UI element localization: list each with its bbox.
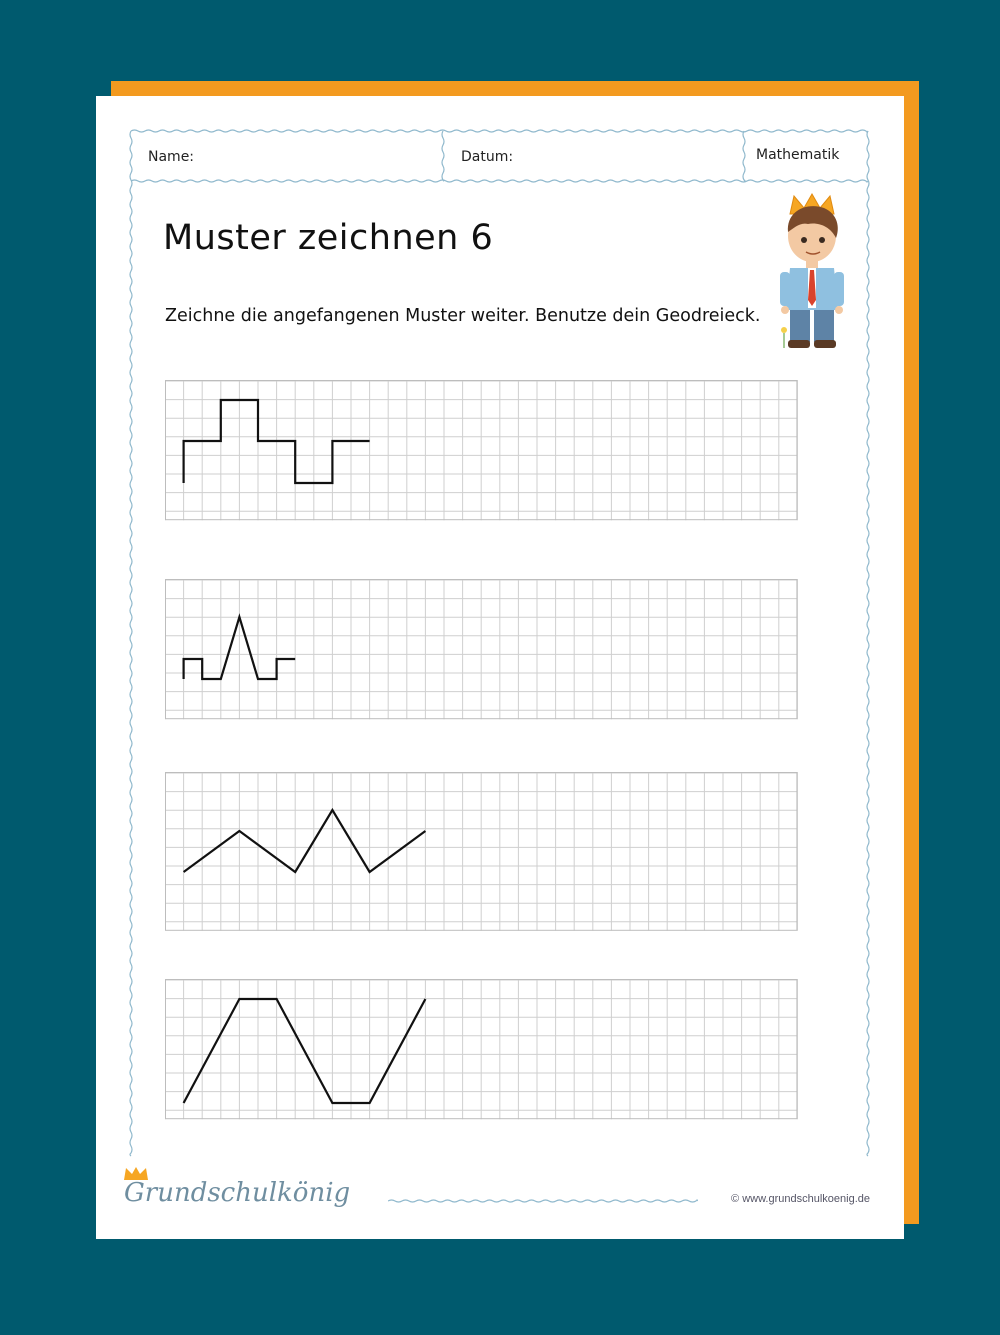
subject-label: Mathematik bbox=[756, 147, 840, 163]
pattern-grid-4[interactable] bbox=[165, 979, 799, 1127]
date-field-label: Datum: bbox=[461, 149, 514, 165]
pattern-grid-1[interactable] bbox=[165, 380, 799, 528]
instruction-text: Zeichne die angefangenen Muster weiter. Benutze dein Geodreieck. bbox=[165, 306, 761, 326]
footer-wave-line bbox=[388, 1196, 698, 1206]
worksheet bbox=[96, 96, 904, 1239]
page-title: Muster zeichnen 6 bbox=[163, 218, 494, 258]
pattern-4-line bbox=[184, 999, 426, 1103]
mascot-boy-icon bbox=[768, 192, 858, 352]
brand-logo-text: Grundschulkönig bbox=[124, 1178, 351, 1208]
pattern-3-line bbox=[184, 810, 426, 872]
name-field-label: Name: bbox=[148, 149, 195, 165]
pattern-grid-3[interactable] bbox=[165, 772, 799, 938]
pattern-grid-2[interactable] bbox=[165, 579, 799, 727]
copyright-text: © www.grundschulkoenig.de bbox=[731, 1193, 870, 1205]
